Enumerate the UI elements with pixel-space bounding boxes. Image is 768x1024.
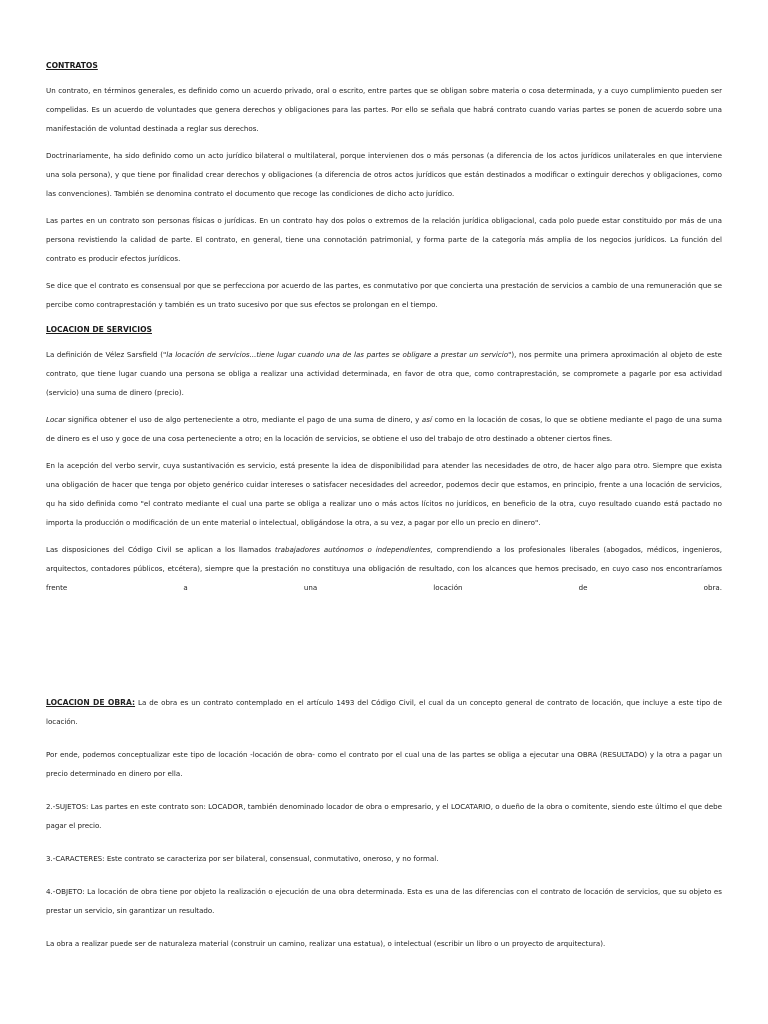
paragraph-servicios-4 xyxy=(46,540,722,597)
document-page xyxy=(46,56,722,953)
text-run: comprendiendo a los profesionales liberales (abogados, médicos, ingenieros, arquitectos, contadores públicos, etcétera), siempre que la prestación no constituya una obligación de resultado, con los alcances que hemos precisado, en cuyo caso nos encontraríamos frente a una locación de obra. xyxy=(46,545,722,592)
heading-contratos: CONTRATOS xyxy=(46,61,98,70)
text-run: como en la locación de cosas, lo que se obtiene mediante el pago de una suma de dinero es el uso y goce de una cosa perteneciente a otro; en la locación de servicios, se obtiene el uso del trabajo de otro destinado a obtener ciertos fines. xyxy=(46,415,722,443)
paragraph-obra-1: Por ende, podemos conceptualizar este tipo de locación -locación de obra- como el contrato por el cual una de las partes se obliga a ejecutar una OBRA (RESULTADO) y la otra a pagar un precio determinado en dinero por ella. xyxy=(46,750,722,778)
paragraph-obra-sujetos: 2.-SUJETOS: Las partes en este contrato son: LOCADOR, también denominado locador de obra o empresario, y el LOCATARIO, o dueño de la obra o comitente, siendo este último el que debe pagar el precio. xyxy=(46,802,722,830)
paragraph-contratos-1: Un contrato, en términos generales, es definido como un acuerdo privado, oral o escrito, entre partes que se obligan sobre materia o cosa determinada, y a cuyo cumplimiento pueden ser compelidas. Es un acuerdo de voluntades que genera derechos y obligaciones para las partes. Por ello se señala que habrá contrato cuando varias partes se ponen de acuerdo sobre una manifestación de voluntad destinada a reglar sus derechos. xyxy=(46,86,722,133)
heading-locacion-servicios: LOCACION DE SERVICIOS xyxy=(46,325,152,334)
italic-quote: la locación de servicios...tiene lugar cuando una de las partes se obligare a prestar un servicio xyxy=(166,350,509,359)
text-run: "), nos permite una primera aproximación al objeto de este contrato, que tiene lugar cuando una persona se obliga a realizar una actividad determinada, en favor de otra que, como contraprestación, se compromete a pagarle por esa actividad (servicio) una suma de dinero (precio). xyxy=(46,350,722,397)
paragraph-obra-objeto: 4.-OBJETO: La locación de obra tiene por objeto la realización o ejecución de una obra determinada. Esta es una de las diferencias con el contrato de locación de servicios, que su objeto es prestar un servicio, sin garantizar un resultado. xyxy=(46,887,722,915)
text-run: significa obtener el uso de algo perteneciente a otro, mediante el pago de una suma de dinero, y xyxy=(65,415,422,424)
italic-term: Locar xyxy=(46,415,66,424)
paragraph-servicios-1 xyxy=(46,345,722,402)
heading-locacion-obra: LOCACION DE OBRA: xyxy=(46,698,136,707)
paragraph-obra-intro xyxy=(46,693,722,731)
paragraph-contratos-4: Se dice que el contrato es consensual por que se perfecciona por acuerdo de las partes, es conmutativo por que concierta una prestación de servicios a cambio de una remuneración que se percibe como contraprestación y también es un trato sucesivo por que sus efectos se prolongan en el tiempo. xyxy=(46,281,722,309)
paragraph-obra-naturaleza: La obra a realizar puede ser de naturaleza material (construir un camino, realizar una estatua), o intelectual (escribir un libro o un proyecto de arquitectura). xyxy=(46,939,606,948)
text-run: Las disposiciones del Código Civil se aplican a los llamados xyxy=(46,545,275,554)
paragraph-contratos-3: Las partes en un contrato son personas físicas o jurídicas. En un contrato hay dos polos o extremos de la relación jurídica obligacional, cada polo puede estar constituido por más de una persona revistiendo la calidad de parte. El contrato, en general, tiene una connotación patrimonial, y forma parte de la categoría más amplia de los negocios jurídicos. La función del contrato es producir efectos jurídicos. xyxy=(46,216,722,263)
paragraph-contratos-2: Doctrinariamente, ha sido definido como un acto jurídico bilateral o multilateral, porque intervienen dos o más personas (a diferencia de los actos jurídicos unilaterales en que interviene una sola persona), y que tiene por finalidad crear derechos y obligaciones (a diferencia de otros actos jurídicos que están destinados a modificar o extinguir derechos y obligaciones, como las convenciones). También se denomina contrato el documento que recoge las condiciones de dicho acto jurídico. xyxy=(46,151,722,198)
text-run: La de obra es un contrato contemplado en el artículo 1493 del Código Civil, el cual da un concepto general de contrato de locación, que incluye a este tipo de locación. xyxy=(46,698,722,726)
italic-term: así xyxy=(421,415,432,424)
paragraph-servicios-3: En la acepción del verbo servir, cuya sustantivación es servicio, está presente la idea de disponibilidad para atender las necesidades de otro, de hacer algo para otro. Siempre que exista una obligación de hacer que tenga por objeto genérico cuidar intereses o satisfacer necesidades del acreedor, podemos decir que estamos, en principio, frente a una locación de servicios, qu ha sido definida como "el contrato mediante el cual una parte se obliga a realizar uno o más actos lícitos no jurídicos, en beneficio de la otra, cuyo resultado cuando está pactado no importa la producción o modificación de un ente material o intelectual, obligándose la otra, a su vez, a pagar por ello un precio en dinero". xyxy=(46,461,722,527)
paragraph-servicios-2 xyxy=(46,410,722,448)
text-run: La definición de Vélez Sarsfield (" xyxy=(46,350,167,359)
paragraph-obra-caracteres: 3.-CARACTERES: Este contrato se caracteriza por ser bilateral, consensual, conmutativo, oneroso, y no formal. xyxy=(46,854,439,863)
italic-term: trabajadores autónomos o independientes, xyxy=(274,545,433,554)
